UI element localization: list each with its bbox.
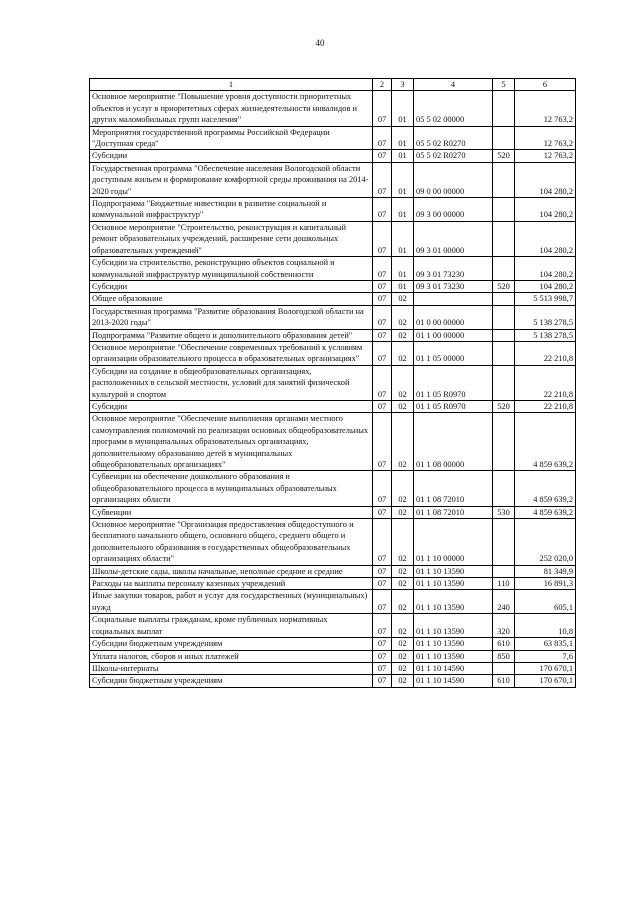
cell-pr: 02: [392, 578, 414, 590]
cell-csr: 01 1 10 13590: [414, 650, 493, 662]
table-row: [90, 280, 576, 292]
cell-name: Субсидии на создание в общеобразовательных организациях, расположенных в сельской местности, условий для занятий физической культурой и спортом: [90, 365, 373, 400]
cell-vr: [493, 162, 515, 197]
cell-amount: 605,1: [515, 590, 576, 614]
cell-csr: 01 1 10 13590: [414, 578, 493, 590]
table-row: [90, 565, 576, 577]
cell-name: Субсидии: [90, 150, 373, 162]
cell-name: Субвенции на обеспечение дошкольного образования и общеобразовательного процесса в муниципальных образовательных организациях области: [90, 471, 373, 506]
cell-csr: 09 3 00 00000: [414, 198, 493, 222]
cell-csr: 01 0 00 00000: [414, 305, 493, 329]
cell-name: Субсидии бюджетным учреждениям: [90, 675, 373, 687]
cell-rz: 07: [373, 662, 392, 674]
cell-vr: 320: [493, 614, 515, 638]
cell-rz: 07: [373, 341, 392, 365]
cell-csr: 01 1 10 13590: [414, 565, 493, 577]
cell-vr: [493, 471, 515, 506]
cell-rz: 07: [373, 578, 392, 590]
cell-name: Школы-детские сады, школы начальные, неполные средние и средние: [90, 565, 373, 577]
cell-csr: 09 3 01 00000: [414, 221, 493, 256]
cell-name: Субсидии: [90, 280, 373, 292]
cell-rz: 07: [373, 162, 392, 197]
cell-pr: 02: [392, 638, 414, 650]
cell-rz: 07: [373, 293, 392, 305]
table-row: [90, 400, 576, 412]
cell-amount: 22 210,8: [515, 400, 576, 412]
cell-pr: 01: [392, 257, 414, 281]
header-amount: 6: [515, 79, 576, 91]
cell-vr: 520: [493, 400, 515, 412]
cell-amount: 7,6: [515, 650, 576, 662]
cell-amount: 12 763,2: [515, 150, 576, 162]
cell-vr: [493, 662, 515, 674]
table-row: [90, 365, 576, 400]
cell-amount: 104 280,2: [515, 198, 576, 222]
cell-vr: 240: [493, 590, 515, 614]
cell-amount: 4 859 639,2: [515, 471, 576, 506]
cell-pr: 02: [392, 471, 414, 506]
cell-csr: 05 5 02 R0270: [414, 126, 493, 150]
table-row: [90, 198, 576, 222]
cell-csr: 09 0 00 00000: [414, 162, 493, 197]
cell-rz: 07: [373, 280, 392, 292]
cell-pr: 02: [392, 675, 414, 687]
cell-amount: 170 670,1: [515, 662, 576, 674]
cell-rz: 07: [373, 413, 392, 471]
cell-name: Основное мероприятие "Организация предоставления общедоступного и бесплатного начального общего, основного общего, среднего общего и дополнительного образования в государственных общеобразовательных организациях области": [90, 519, 373, 566]
cell-name: Общее образование: [90, 293, 373, 305]
table-row: [90, 662, 576, 674]
cell-csr: 01 1 08 72010: [414, 506, 493, 518]
cell-name: Субсидии бюджетным учреждениям: [90, 638, 373, 650]
cell-pr: 02: [392, 590, 414, 614]
cell-amount: 170 670,1: [515, 675, 576, 687]
cell-csr: 01 1 05 R0970: [414, 400, 493, 412]
cell-pr: 02: [392, 293, 414, 305]
table-row: [90, 221, 576, 256]
cell-rz: 07: [373, 305, 392, 329]
cell-name: Основное мероприятие "Обеспечение современных требований к условиям организации образовательного процесса в образовательных организациях": [90, 341, 373, 365]
cell-vr: 110: [493, 578, 515, 590]
cell-amount: 22 210,8: [515, 365, 576, 400]
table-row: [90, 305, 576, 329]
table-row: [90, 519, 576, 566]
cell-rz: 07: [373, 590, 392, 614]
cell-vr: [493, 257, 515, 281]
cell-amount: 104 280,2: [515, 221, 576, 256]
cell-vr: 520: [493, 280, 515, 292]
cell-rz: 07: [373, 150, 392, 162]
cell-pr: 02: [392, 565, 414, 577]
header-vr: 5: [493, 79, 515, 91]
cell-amount: 4 859 639,2: [515, 413, 576, 471]
budget-table: [89, 78, 576, 688]
cell-pr: 01: [392, 150, 414, 162]
cell-csr: 01 1 08 72010: [414, 471, 493, 506]
header-pr: 3: [392, 79, 414, 91]
cell-csr: 05 5 02 00000: [414, 91, 493, 126]
cell-rz: 07: [373, 638, 392, 650]
cell-name: Школы-интернаты: [90, 662, 373, 674]
cell-name: Мероприятия государственной программы Российской Федерации "Доступная среда": [90, 126, 373, 150]
cell-rz: 07: [373, 198, 392, 222]
cell-rz: 07: [373, 365, 392, 400]
cell-amount: 4 859 639,2: [515, 506, 576, 518]
cell-rz: 07: [373, 221, 392, 256]
cell-name: Основное мероприятие "Строительство, реконструкция и капитальный ремонт образовательных учреждений, расширение сети дошкольных образовательных учреждений": [90, 221, 373, 256]
cell-amount: 5 138 278,5: [515, 329, 576, 341]
cell-pr: 02: [392, 341, 414, 365]
cell-amount: 104 280,2: [515, 280, 576, 292]
cell-amount: 104 280,2: [515, 162, 576, 197]
cell-vr: [493, 126, 515, 150]
cell-rz: 07: [373, 400, 392, 412]
cell-pr: 02: [392, 506, 414, 518]
table-row: [90, 578, 576, 590]
cell-pr: 02: [392, 650, 414, 662]
table-row: [90, 413, 576, 471]
cell-vr: [493, 91, 515, 126]
cell-rz: 07: [373, 675, 392, 687]
cell-csr: 01 1 10 13590: [414, 638, 493, 650]
cell-rz: 07: [373, 565, 392, 577]
cell-pr: 01: [392, 162, 414, 197]
cell-csr: 01 1 10 00000: [414, 519, 493, 566]
cell-amount: 252 020,0: [515, 519, 576, 566]
cell-name: Субвенции: [90, 506, 373, 518]
cell-vr: [493, 413, 515, 471]
cell-rz: 07: [373, 614, 392, 638]
cell-vr: 850: [493, 650, 515, 662]
cell-name: Подпрограмма "Бюджетные инвестиции в развитие социальной и коммунальной инфраструктур": [90, 198, 373, 222]
cell-csr: 01 1 10 14590: [414, 662, 493, 674]
cell-csr: 01 1 10 13590: [414, 614, 493, 638]
cell-csr: 09 3 01 73230: [414, 257, 493, 281]
cell-csr: 05 5 02 R0270: [414, 150, 493, 162]
cell-amount: 16 891,3: [515, 578, 576, 590]
table-row: [90, 614, 576, 638]
cell-name: Государственная программа "Обеспечение населения Вологодской области доступным жильем и формирование комфортной среды проживания на 2014-2020 годы": [90, 162, 373, 197]
cell-pr: 02: [392, 329, 414, 341]
cell-amount: 81 349,9: [515, 565, 576, 577]
cell-amount: 12 763,2: [515, 126, 576, 150]
cell-name: Основное мероприятие "Повышение уровня доступности приоритетных объектов и услуг в приоритетных сферах жизнедеятельности инвалидов и других маломобильных групп населения": [90, 91, 373, 126]
cell-name: Уплата налогов, сборов и иных платежей: [90, 650, 373, 662]
table-row: [90, 293, 576, 305]
table-row: [90, 650, 576, 662]
cell-vr: [493, 221, 515, 256]
cell-rz: 07: [373, 519, 392, 566]
cell-vr: [493, 365, 515, 400]
cell-rz: 07: [373, 126, 392, 150]
cell-vr: 530: [493, 506, 515, 518]
cell-csr: 01 1 08 00000: [414, 413, 493, 471]
cell-name: Подпрограмма "Развитие общего и дополнительного образования детей": [90, 329, 373, 341]
page-number: 40: [315, 38, 325, 48]
cell-pr: 01: [392, 91, 414, 126]
table-row: [90, 162, 576, 197]
cell-amount: 63 835,1: [515, 638, 576, 650]
cell-name: Основное мероприятие "Обеспечение выполнения органами местного самоуправления полномочий по реализации основных общеобразовательных программ в муниципальных образовательных организациях, дополнительному образованию детей в муниципальных общеобразовательных организациях": [90, 413, 373, 471]
table-row: [90, 590, 576, 614]
cell-vr: 610: [493, 675, 515, 687]
header-row: [90, 79, 576, 91]
table-row: [90, 471, 576, 506]
cell-rz: 07: [373, 471, 392, 506]
cell-vr: [493, 519, 515, 566]
cell-pr: 02: [392, 365, 414, 400]
cell-vr: [493, 341, 515, 365]
cell-amount: 10,8: [515, 614, 576, 638]
cell-vr: [493, 293, 515, 305]
cell-amount: 12 763,2: [515, 91, 576, 126]
cell-csr: [414, 293, 493, 305]
cell-rz: 07: [373, 506, 392, 518]
cell-pr: 02: [392, 662, 414, 674]
cell-vr: [493, 305, 515, 329]
cell-pr: 02: [392, 305, 414, 329]
table-row: [90, 91, 576, 126]
cell-name: Субсидии на строительство, реконструкцию объектов социальной и коммунальной инфраструктур муниципальной собственности: [90, 257, 373, 281]
table-row: [90, 341, 576, 365]
cell-pr: 02: [392, 614, 414, 638]
cell-name: Расходы на выплаты персоналу казенных учреждений: [90, 578, 373, 590]
cell-vr: [493, 565, 515, 577]
table-row: [90, 506, 576, 518]
table-row: [90, 150, 576, 162]
cell-pr: 01: [392, 280, 414, 292]
cell-csr: 01 1 05 R0970: [414, 365, 493, 400]
cell-pr: 01: [392, 221, 414, 256]
cell-vr: 610: [493, 638, 515, 650]
cell-csr: 01 1 05 00000: [414, 341, 493, 365]
cell-pr: 02: [392, 519, 414, 566]
table-row: [90, 257, 576, 281]
cell-amount: 104 280,2: [515, 257, 576, 281]
table-row: [90, 675, 576, 687]
cell-amount: 5 513 998,7: [515, 293, 576, 305]
header-name: 1: [90, 79, 373, 91]
cell-rz: 07: [373, 650, 392, 662]
cell-amount: 5 138 278,5: [515, 305, 576, 329]
cell-csr: 01 1 00 00000: [414, 329, 493, 341]
cell-pr: 02: [392, 400, 414, 412]
cell-vr: [493, 198, 515, 222]
table-row: [90, 126, 576, 150]
cell-amount: 22 210,8: [515, 341, 576, 365]
header-rz: 2: [373, 79, 392, 91]
header-csr: 4: [414, 79, 493, 91]
cell-vr: 520: [493, 150, 515, 162]
cell-rz: 07: [373, 257, 392, 281]
cell-name: Государственная программа "Развитие образования Вологодской области на 2013-2020 годы": [90, 305, 373, 329]
cell-pr: 01: [392, 198, 414, 222]
cell-pr: 02: [392, 413, 414, 471]
table-row: [90, 329, 576, 341]
cell-vr: [493, 329, 515, 341]
cell-name: Субсидии: [90, 400, 373, 412]
cell-name: Социальные выплаты гражданам, кроме публичных нормативных социальных выплат: [90, 614, 373, 638]
cell-csr: 01 1 10 13590: [414, 590, 493, 614]
table-row: [90, 638, 576, 650]
cell-rz: 07: [373, 91, 392, 126]
cell-name: Иные закупки товаров, работ и услуг для государственных (муниципальных) нужд: [90, 590, 373, 614]
cell-csr: 09 3 01 73230: [414, 280, 493, 292]
cell-csr: 01 1 10 14590: [414, 675, 493, 687]
cell-rz: 07: [373, 329, 392, 341]
cell-pr: 01: [392, 126, 414, 150]
